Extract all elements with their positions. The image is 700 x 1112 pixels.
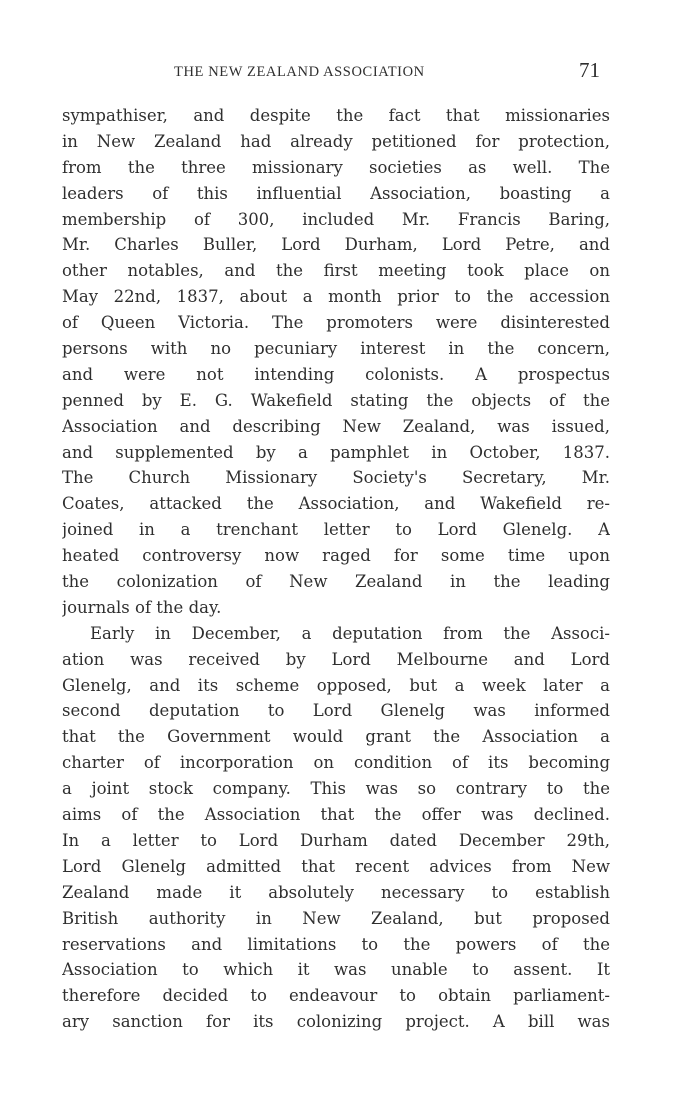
text-line: charter of incorporation on condition of its becoming (62, 753, 610, 773)
page-header (62, 56, 610, 88)
text-line: The Church Missionary Society's Secretary, Mr. (62, 468, 610, 488)
text-line: British authority in New Zealand, but proposed (62, 908, 610, 928)
text-line: joined in a trenchant letter to Lord Glenelg. A (62, 520, 610, 540)
text-line: ation was received by Lord Melbourne and Lord (62, 649, 610, 669)
text-line: from the three missionary societies as well. The (62, 157, 610, 177)
text-line: other notables, and the first meeting took place on (62, 261, 610, 281)
text-line: Early in December, a deputation from the Associ- (90, 623, 610, 643)
text-line: the colonization of New Zealand in the leading (62, 572, 610, 592)
text-line: a joint stock company. This was so contrary to the (62, 779, 610, 799)
text-line: aims of the Association that the offer was declined. (62, 805, 610, 825)
text-line: in New Zealand had already petitioned for protection, (62, 131, 610, 151)
paragraph-2 (62, 621, 610, 1035)
text-line: May 22nd, 1837, about a month prior to the accession (62, 287, 610, 307)
text-line: Mr. Charles Buller, Lord Durham, Lord Petre, and (62, 235, 610, 255)
text-line: Coates, attacked the Association, and Wakefield re- (62, 494, 610, 514)
text-line: that the Government would grant the Association a (62, 727, 610, 747)
text-line: leaders of this influential Association, boasting a (62, 183, 610, 203)
text-line: membership of 300, included Mr. Francis Baring, (62, 209, 610, 229)
text-line: In a letter to Lord Durham dated December 29th, (62, 830, 610, 850)
text-line: ary sanction for its colonizing project. A bill was (62, 1012, 610, 1032)
text-line: of Queen Victoria. The promoters were disinterested (62, 313, 610, 333)
text-line: heated controversy now raged for some time upon (62, 546, 610, 566)
text-line: persons with no pecuniary interest in the concern, (62, 339, 610, 359)
text-line: Association to which it was unable to assent. It (62, 960, 610, 980)
text-line: sympathiser, and despite the fact that missionaries (62, 106, 610, 125)
text-line: reservations and limitations to the powers of the (62, 934, 610, 954)
text-line: second deputation to Lord Glenelg was informed (62, 701, 610, 721)
text-line: Lord Glenelg admitted that recent advices from New (62, 856, 610, 876)
text-line: Zealand made it absolutely necessary to establish (62, 882, 610, 902)
page-number: 71 (579, 58, 600, 82)
paragraph-1 (62, 103, 610, 621)
text-line: penned by E. G. Wakefield stating the objects of the (62, 390, 610, 410)
text-line: journals of the day. (62, 597, 222, 617)
text-line: therefore decided to endeavour to obtain parliament- (62, 986, 610, 1006)
text-line: and were not intending colonists. A prospectus (62, 364, 610, 384)
text-line: Glenelg, and its scheme opposed, but a week later a (62, 675, 610, 695)
text-line: Association and describing New Zealand, was issued, (62, 416, 610, 436)
body-text (62, 103, 610, 1035)
running-title: THE NEW ZEALAND ASSOCIATION (174, 64, 425, 80)
text-line: and supplemented by a pamphlet in October, 1837. (62, 442, 610, 462)
